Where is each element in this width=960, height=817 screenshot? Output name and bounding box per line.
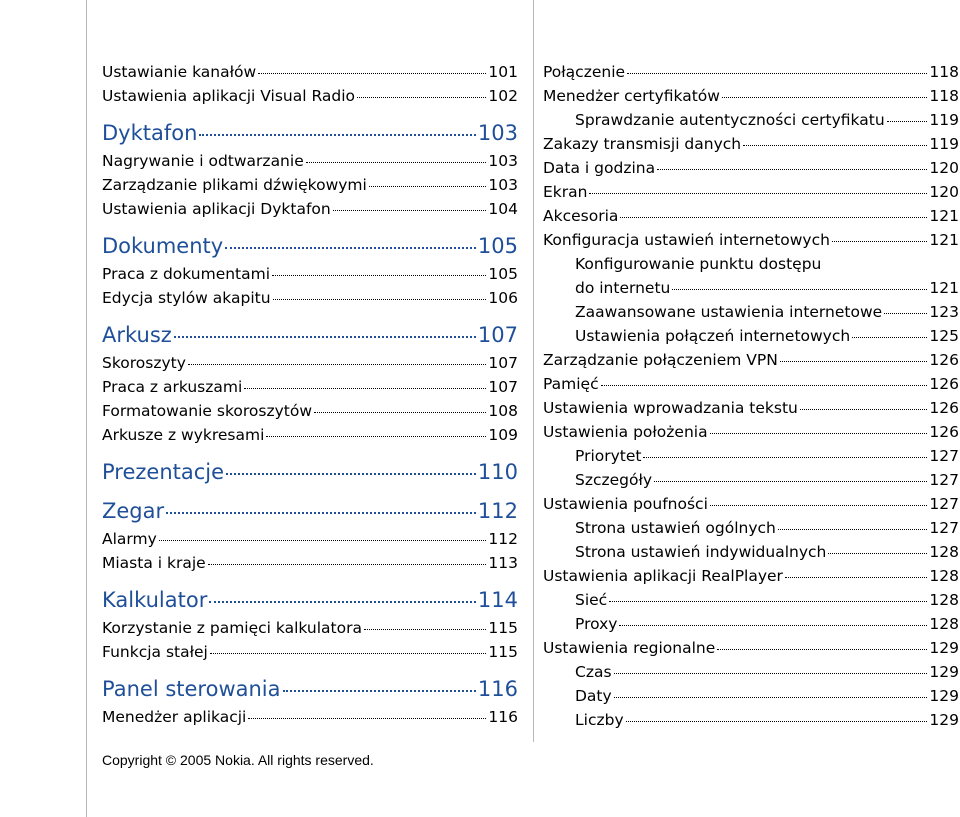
toc-entry-title: Liczby <box>575 711 624 729</box>
toc-entry-title: Edycja stylów akapitu <box>102 289 271 307</box>
dot-leader <box>174 336 476 338</box>
toc-entry[interactable] <box>102 149 518 173</box>
toc-entry[interactable] <box>102 173 518 197</box>
dot-leader <box>710 505 928 506</box>
dot-leader <box>258 73 486 74</box>
dot-leader <box>619 625 927 626</box>
toc-page-number: 127 <box>929 471 959 489</box>
toc-entry-title: Ekran <box>543 183 588 201</box>
toc-page-number: 108 <box>488 402 518 420</box>
toc-entry-title: Prezentacje <box>102 460 225 484</box>
dot-leader <box>369 186 487 187</box>
toc-page-number: 129 <box>929 639 959 657</box>
dot-leader <box>225 247 476 249</box>
toc-page-number: 116 <box>477 677 518 701</box>
toc-entry[interactable] <box>543 540 959 564</box>
toc-page-number: 120 <box>929 159 959 177</box>
toc-entry-title: Praca z arkuszami <box>102 378 243 396</box>
toc-entry-title: Daty <box>575 687 612 705</box>
toc-entry-title: Połączenie <box>543 63 626 81</box>
dot-leader <box>357 97 486 98</box>
toc-chapter[interactable] <box>102 457 518 488</box>
toc-entry-title: Formatowanie skoroszytów <box>102 402 312 420</box>
toc-entry-title: Zaawansowane ustawienia internetowe <box>575 303 883 321</box>
toc-entry[interactable] <box>543 420 959 444</box>
toc-page-number: 129 <box>929 663 959 681</box>
toc-entry-title: Ustawienia regionalne <box>543 639 716 657</box>
toc-page-number: 121 <box>929 207 959 225</box>
toc-page-number: 107 <box>488 354 518 372</box>
dot-leader <box>333 210 487 211</box>
toc-entry[interactable] <box>543 492 959 516</box>
toc-entry-title: Sprawdzanie autentyczności certyfikatu <box>575 111 885 129</box>
dot-leader <box>210 653 487 654</box>
toc-entry[interactable] <box>102 616 518 640</box>
dot-leader <box>614 697 928 698</box>
toc-entry[interactable] <box>543 684 959 708</box>
dot-leader <box>208 564 487 565</box>
toc-page-number: 103 <box>477 121 518 145</box>
toc-page-number: 101 <box>488 63 518 81</box>
toc-page-number: 103 <box>488 176 518 194</box>
dot-leader <box>722 97 927 98</box>
toc-page-number: 104 <box>488 200 518 218</box>
toc-entry-title: Skoroszyty <box>102 354 186 372</box>
toc-page-number: 125 <box>929 327 959 345</box>
toc-entry-title: Zarządzanie połączeniem VPN <box>543 351 778 369</box>
toc-entry[interactable] <box>543 372 959 396</box>
toc-entry-title: do internetu <box>575 279 671 297</box>
toc-entry-title: Zegar <box>102 499 165 523</box>
toc-page-number: 119 <box>929 111 959 129</box>
toc-page-number: 112 <box>477 499 518 523</box>
toc-entry-title: Zakazy transmisji danych <box>543 135 742 153</box>
toc-page-number: 128 <box>929 543 959 561</box>
toc-entry[interactable] <box>543 636 959 660</box>
toc-entry-title: Czas <box>575 663 612 681</box>
left-margin-rule <box>86 0 87 817</box>
toc-entry-title: Korzystanie z pamięci kalkulatora <box>102 619 362 637</box>
dot-leader <box>884 313 927 314</box>
dot-leader <box>832 241 927 242</box>
toc-entry-title: Arkusze z wykresami <box>102 426 265 444</box>
toc-entry[interactable] <box>543 396 959 420</box>
dot-leader <box>785 577 927 578</box>
toc-entry-title: Nagrywanie i odtwarzanie <box>102 152 304 170</box>
toc-entry[interactable] <box>102 705 518 729</box>
toc-page-number: 119 <box>929 135 959 153</box>
dot-leader <box>672 289 927 290</box>
dot-leader <box>852 337 927 338</box>
dot-leader <box>273 299 487 300</box>
toc-page-number: 114 <box>477 588 518 612</box>
toc-entry-title: Menedżer certyfikatów <box>543 87 720 105</box>
dot-leader <box>743 145 927 146</box>
dot-leader <box>209 601 476 603</box>
toc-chapter[interactable] <box>102 118 518 149</box>
toc-page-number: 106 <box>488 289 518 307</box>
toc-entry[interactable] <box>543 132 959 156</box>
toc-page-number: 127 <box>929 495 959 513</box>
toc-entry-title: Menedżer aplikacji <box>102 708 247 726</box>
toc-entry[interactable] <box>543 708 959 732</box>
toc-chapter[interactable] <box>102 674 518 705</box>
dot-leader <box>601 385 928 386</box>
toc-entry-title: Konfigurowanie punktu dostępu <box>575 255 822 273</box>
toc-entry-title: Data i godzina <box>543 159 656 177</box>
toc-column-left <box>102 60 518 729</box>
toc-entry-title: Kalkulator <box>102 588 208 612</box>
toc-page-number: 107 <box>488 378 518 396</box>
dot-leader <box>609 601 927 602</box>
toc-page-number: 128 <box>929 615 959 633</box>
toc-page-number: 115 <box>488 619 518 637</box>
dot-leader <box>314 412 486 413</box>
toc-page-number: 128 <box>929 591 959 609</box>
toc-page-number: 121 <box>929 279 959 297</box>
toc-entry-title: Pamięć <box>543 375 599 393</box>
toc-spacer <box>102 108 518 118</box>
toc-entry[interactable] <box>543 108 959 132</box>
toc-entry[interactable] <box>102 399 518 423</box>
toc-entry[interactable] <box>543 252 959 276</box>
dot-leader <box>717 649 927 650</box>
toc-entry[interactable] <box>102 640 518 664</box>
toc-page-number: 118 <box>929 63 959 81</box>
toc-entry[interactable] <box>543 468 959 492</box>
dot-leader <box>244 388 486 389</box>
dot-leader <box>248 718 486 719</box>
dot-leader <box>364 629 486 630</box>
toc-entry-title: Akcesoria <box>543 207 619 225</box>
toc-page-number: 105 <box>488 265 518 283</box>
toc-spacer <box>102 664 518 674</box>
toc-entry-title: Ustawienia wprowadzania tekstu <box>543 399 798 417</box>
toc-page-number: 126 <box>929 399 959 417</box>
toc-entry[interactable] <box>543 300 959 324</box>
toc-spacer <box>102 310 518 320</box>
toc-page-number: 112 <box>488 530 518 548</box>
toc-entry-title: Ustawienia aplikacji Visual Radio <box>102 87 356 105</box>
dot-leader <box>654 481 927 482</box>
dot-leader <box>643 457 927 458</box>
toc-page-number: 121 <box>929 231 959 249</box>
dot-leader <box>800 409 928 410</box>
toc-entry-title: Funkcja stałej <box>102 643 208 661</box>
dot-leader <box>626 721 928 722</box>
toc-entry[interactable] <box>102 84 518 108</box>
dot-leader <box>778 529 928 530</box>
toc-page-number: 102 <box>488 87 518 105</box>
toc-entry-title: Proxy <box>575 615 618 633</box>
toc-entry[interactable] <box>102 423 518 447</box>
toc-entry[interactable] <box>543 588 959 612</box>
toc-entry-title: Dyktafon <box>102 121 198 145</box>
toc-page-number: 116 <box>488 708 518 726</box>
toc-entry[interactable] <box>543 612 959 636</box>
toc-page-number: 126 <box>929 423 959 441</box>
toc-spacer <box>102 221 518 231</box>
dot-leader <box>166 512 476 514</box>
toc-entry-title: Dokumenty <box>102 234 224 258</box>
dot-leader <box>266 436 486 437</box>
toc-chapter[interactable] <box>102 496 518 527</box>
toc-entry-title: Alarmy <box>102 530 157 548</box>
toc-page-number: 110 <box>477 460 518 484</box>
dot-leader <box>188 364 487 365</box>
toc-entry[interactable] <box>102 351 518 375</box>
dot-leader <box>627 73 927 74</box>
toc-entry-title: Miasta i kraje <box>102 554 206 572</box>
dot-leader <box>828 553 927 554</box>
toc-page-number: 129 <box>929 711 959 729</box>
toc-entry[interactable] <box>543 228 959 252</box>
toc-page-number: 107 <box>477 323 518 347</box>
dot-leader <box>710 433 928 434</box>
toc-entry[interactable] <box>543 84 959 108</box>
dot-leader <box>614 673 928 674</box>
toc-entry-title: Strona ustawień indywidualnych <box>575 543 827 561</box>
toc-entry-title: Priorytet <box>575 447 642 465</box>
toc-entry-title: Arkusz <box>102 323 172 347</box>
toc-page-number: 109 <box>488 426 518 444</box>
dot-leader <box>199 134 475 136</box>
dot-leader <box>226 473 476 475</box>
toc-entry[interactable] <box>102 60 518 84</box>
toc-entry[interactable] <box>543 156 959 180</box>
toc-page-number: 126 <box>929 375 959 393</box>
toc-page-number: 118 <box>929 87 959 105</box>
toc-entry[interactable] <box>543 348 959 372</box>
dot-leader <box>272 275 486 276</box>
dot-leader <box>589 193 927 194</box>
toc-entry-title: Ustawienia połączeń internetowych <box>575 327 851 345</box>
toc-entry-title: Praca z dokumentami <box>102 265 271 283</box>
toc-entry-title: Panel sterowania <box>102 677 281 701</box>
toc-entry-title: Ustawienia poufności <box>543 495 708 513</box>
toc-entry-title: Strona ustawień ogólnych <box>575 519 776 537</box>
toc-entry[interactable] <box>543 204 959 228</box>
dot-leader <box>887 121 928 122</box>
toc-page-number: 120 <box>929 183 959 201</box>
toc-entry[interactable] <box>543 660 959 684</box>
toc-entry[interactable] <box>543 60 959 84</box>
toc-entry-title: Ustawianie kanałów <box>102 63 257 81</box>
copyright-footer: Copyright © 2005 Nokia. All rights reserved. <box>102 752 374 768</box>
toc-entry-title: Ustawienia położenia <box>543 423 708 441</box>
dot-leader <box>780 361 928 362</box>
toc-entry[interactable] <box>102 286 518 310</box>
toc-chapter[interactable] <box>102 320 518 351</box>
toc-spacer <box>102 488 518 496</box>
toc-page-number: 126 <box>929 351 959 369</box>
toc-spacer <box>102 575 518 585</box>
toc-page-number: 115 <box>488 643 518 661</box>
toc-page-number: 129 <box>929 687 959 705</box>
toc-entry[interactable] <box>543 180 959 204</box>
toc-page-number: 123 <box>929 303 959 321</box>
toc-entry[interactable] <box>543 564 959 588</box>
toc-page-number: 127 <box>929 519 959 537</box>
toc-chapter[interactable] <box>102 231 518 262</box>
toc-entry[interactable] <box>102 375 518 399</box>
toc-entry-title: Ustawienia aplikacji RealPlayer <box>543 567 783 585</box>
dot-leader <box>620 217 927 218</box>
toc-page-number: 113 <box>488 554 518 572</box>
toc-entry-title: Sieć <box>575 591 608 609</box>
toc-entry[interactable] <box>543 516 959 540</box>
toc-chapter[interactable] <box>102 585 518 616</box>
toc-entry-title: Zarządzanie plikami dźwiękowymi <box>102 176 367 194</box>
toc-page-number: 105 <box>477 234 518 258</box>
toc-entry[interactable] <box>543 444 959 468</box>
toc-entry-title: Ustawienia aplikacji Dyktafon <box>102 200 331 218</box>
toc-entry[interactable] <box>102 527 518 551</box>
toc-page-number: 128 <box>929 567 959 585</box>
dot-leader <box>306 162 487 163</box>
column-divider <box>533 0 534 742</box>
toc-entry[interactable] <box>102 262 518 286</box>
toc-entry[interactable] <box>543 324 959 348</box>
toc-spacer <box>102 447 518 457</box>
dot-leader <box>283 690 476 692</box>
toc-page-number: 103 <box>488 152 518 170</box>
toc-entry[interactable] <box>102 197 518 221</box>
toc-entry[interactable] <box>543 276 959 300</box>
dot-leader <box>159 540 487 541</box>
toc-column-right <box>543 60 959 732</box>
toc-page-number: 127 <box>929 447 959 465</box>
toc-entry-title: Konfiguracja ustawień internetowych <box>543 231 830 249</box>
dot-leader <box>657 169 927 170</box>
toc-entry[interactable] <box>102 551 518 575</box>
toc-entry-title: Szczegóły <box>575 471 653 489</box>
